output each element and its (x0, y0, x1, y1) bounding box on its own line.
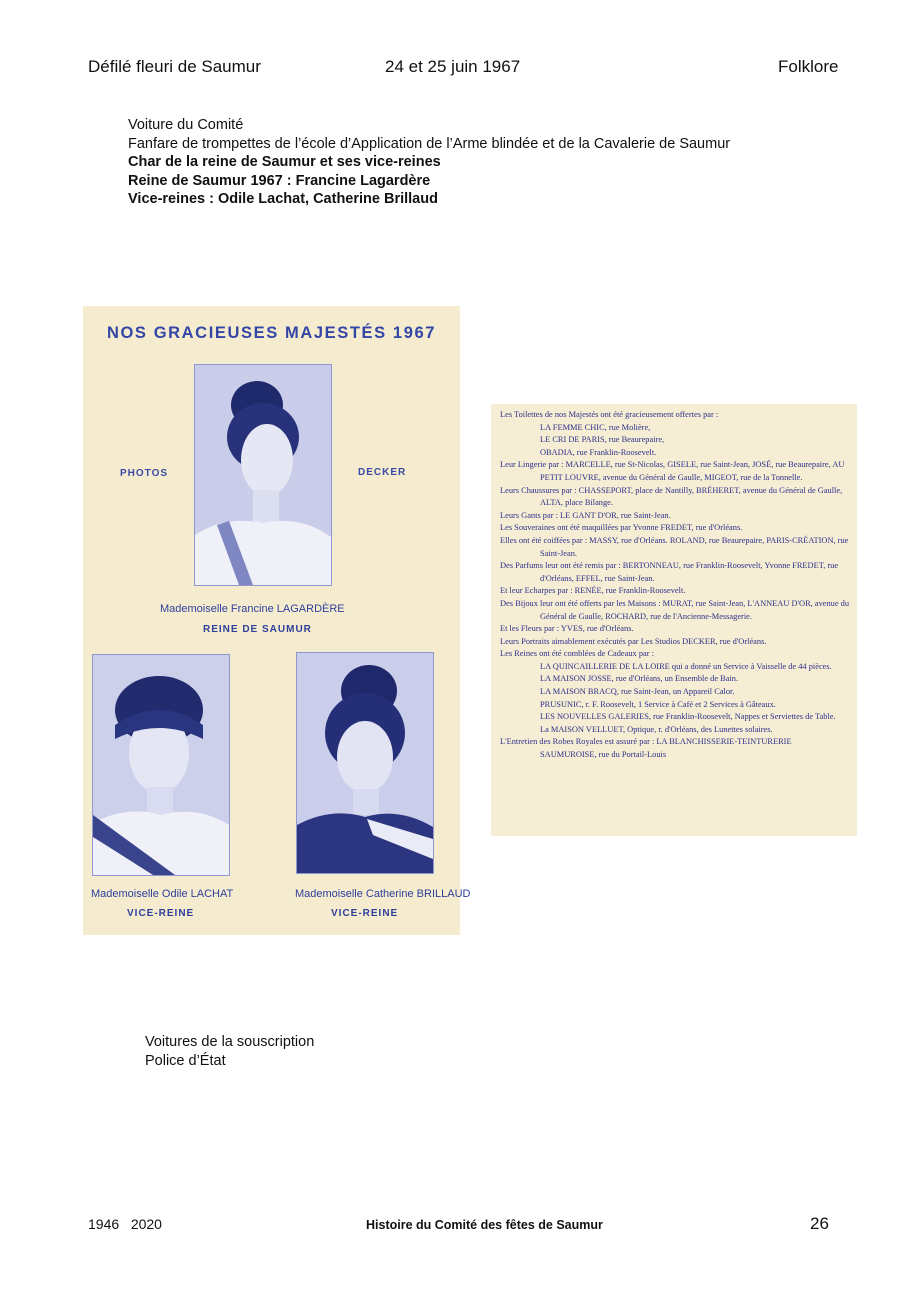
queen-title: REINE DE SAUMUR (203, 624, 312, 635)
vice-queen-1-name: Mademoiselle Odile LACHAT (91, 888, 234, 900)
portrait-image (93, 655, 229, 875)
intro-line: Fanfare de trompettes de l’école d’Application de l’Arme blindée et de la Cavalerie de Saumur (128, 135, 731, 152)
portrait-image (297, 653, 433, 873)
sponsor-line: LA FEMME CHIC, rue Molière, (540, 422, 651, 432)
sponsor-line: LES NOUVELLES GALERIES, rue Franklin-Roosevelt, Nappes et Serviettes de Table. (540, 712, 836, 722)
vice-queen-2-photo (296, 652, 434, 874)
sponsor-line: Les Souveraines ont été maquillées par Yvonne FREDET, rue d'Orléans. (500, 523, 743, 533)
program-title: NOS GRACIEUSES MAJESTÉS 1967 (106, 324, 437, 342)
header-left: Défilé fleuri de Saumur (88, 57, 261, 76)
sponsor-line: Les Reines ont été comblées de Cadeaux par : (500, 649, 654, 659)
vice-queen-1-photo (92, 654, 230, 876)
program-sponsors-card (491, 404, 857, 836)
intro-line: Voiture du Comité (128, 117, 244, 133)
page-number: 26 (810, 1214, 829, 1233)
sponsor-line: La MAISON VELLUET, Optique, r. d'Orléans, des Lunettes solaires. (540, 724, 773, 734)
vice-queen-2-title: VICE-REINE (331, 908, 399, 919)
vice-queen-1-title: VICE-REINE (127, 908, 195, 919)
sponsor-line: Leur Lingerie par : MARCELLE, rue St-Nicolas, GISELE, rue Saint-Jean, JOSÉ, rue Beaurepaire, AU PETIT LOUVRE, avenue du Général de Gaulle, MIGEOT, rue de la Tonnelle. (500, 460, 845, 482)
sponsor-line: Et les Fleurs par : YVES, rue d'Orléans. (500, 624, 634, 634)
vice-queen-2-name: Mademoiselle Catherine BRILLAUD (295, 888, 471, 900)
sponsor-line: LA MAISON BRACQ, rue Saint-Jean, un Appareil Calor. (540, 687, 735, 697)
intro-line: Char de la reine de Saumur et ses vice-reines (128, 154, 441, 171)
sponsor-line: Elles ont été coiffées par : MASSY, rue d'Orléans. ROLAND, rue Beaurepaire, PARIS-CRÉATION, rue Saint-Jean. (500, 535, 849, 558)
sponsor-line: PRUSUNIC, r. F. Roosevelt, 1 Service à Café et 2 Services à Gâteaux. (540, 699, 776, 709)
photo-credit-right: DECKER (358, 467, 407, 478)
outro-block (145, 1033, 314, 1070)
sponsor-line: LE CRI DE PARIS, rue Beaurepaire, (540, 435, 665, 445)
sponsor-line: OBADIA, rue Franklin-Roosevelt. (540, 447, 657, 457)
header-date: 24 et 25 juin 1967 (385, 57, 521, 76)
sponsors-list (500, 409, 850, 762)
sponsor-line: LA QUINCAILLERIE DE LA LOIRE qui a donné un Service à Vaisselle de 44 pièces. (540, 661, 832, 671)
outro-line: Voitures de la souscription (145, 1034, 315, 1050)
intro-block (128, 116, 730, 209)
sponsor-line: Leurs Portraits aimablement exécutés par Les Studios DECKER, rue d'Orléans. (500, 636, 767, 646)
header-right: Folklore (778, 57, 839, 76)
footer-years: 1946 2020 (88, 1216, 162, 1232)
photo-credit-left: PHOTOS (120, 468, 169, 479)
intro-line: Vice-reines : Odile Lachat, Catherine Brillaud (128, 191, 438, 208)
sponsor-line: Les Toilettes de nos Majestés ont été gracieusement offertes par : (500, 410, 719, 419)
sponsor-line: LA MAISON JOSSE, rue d'Orléans, un Ensemble de Bain. (540, 674, 739, 684)
sponsor-line: Leurs Gants par : LE GANT D'OR, rue Saint-Jean. (500, 510, 671, 520)
sponsor-line: Des Bijoux leur ont été offerts par les Maisons : MURAT, rue Saint-Jean, L'ANNEAU D'OR, avenue du Général de Gaulle, ROCHARD, rue de l'Ancienne-Messagerie. (500, 598, 850, 621)
sponsor-line: Des Parfums leur ont été remis par : BERTONNEAU, rue Franklin-Roosevelt, Yvonne FREDET, rue d'Orléans, EFFEL, rue Saint-Jean. (500, 561, 839, 583)
queen-name: Mademoiselle Francine LAGARDÈRE (160, 603, 345, 615)
program-portraits-card (83, 306, 471, 935)
outro-line: Police d’État (145, 1052, 226, 1069)
sponsor-line: Et leur Echarpes par : RENÉE, rue Franklin-Roosevelt. (500, 586, 686, 596)
intro-line: Reine de Saumur 1967 : Francine Lagardère (128, 172, 431, 189)
footer-title: Histoire du Comité des fêtes de Saumur (366, 1218, 603, 1232)
queen-portrait-photo (194, 364, 332, 586)
sponsor-line: Leurs Chaussures par : CHASSEPORT, place de Nantilly, BRÉHERET, avenue du Général de Gaulle, ALTA, place Bilange. (500, 485, 843, 508)
sponsor-line: L'Entretien des Robes Royales est assuré par : LA BLANCHISSERIE-TEINTURERIE SAUMUROISE, rue du Portail-Louis (500, 737, 792, 760)
portrait-image (195, 365, 331, 585)
